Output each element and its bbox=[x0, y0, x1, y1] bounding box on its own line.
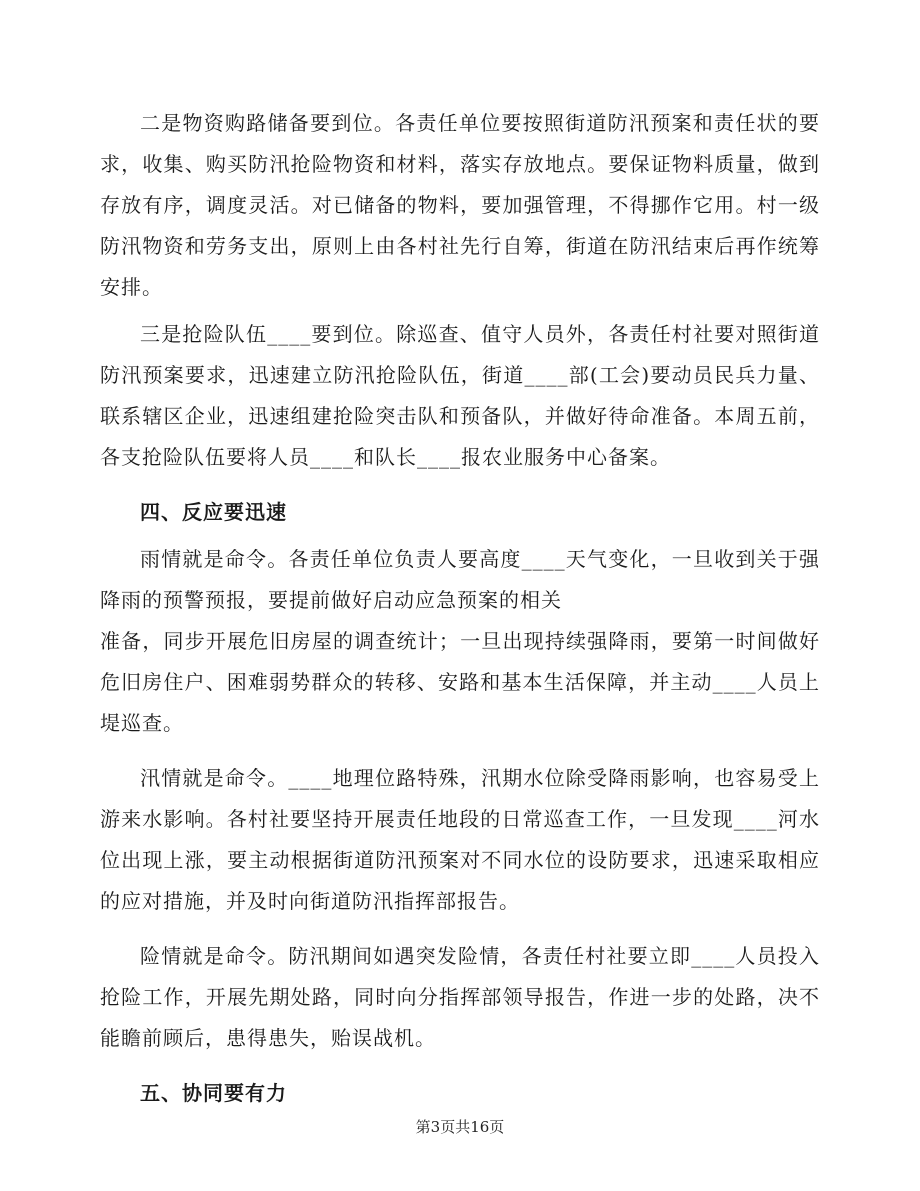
paragraph-flood: 汛情就是命令。____地理位路特殊，汛期水位除受降雨影响，也容易受上游来水影响。各村社要坚持开展责任地段的日常巡查工作，一旦发现____河水位出现上涨，要主动根据街道防汛预案对不同水位的设防要求，迅速采取相应的应对措施，并及时向街道防汛指挥部报告。 bbox=[100, 766, 820, 913]
page-number: 第3页共16页 bbox=[415, 1118, 505, 1136]
section-heading-coordination: 五、协同要有力 bbox=[140, 1081, 287, 1105]
paragraph-danger: 险情就是命令。防汛期间如遇突发险情，各责任村社要立即____人员投入抢险工作，开展先期处路，同时向分指挥部领导报告，作进一步的处路，决不能瞻前顾后，患得患失，贻误战机。 bbox=[100, 944, 820, 1050]
paragraph-materials: 二是物资购路储备要到位。各责任单位要按照街道防汛预案和责任状的要求，收集、购买防汛抢险物资和材料，落实存放地点。要保证物料质量，做到存放有序，调度灵活。对已储备的物料，要加强管理，不得挪作它用。村一级防汛物资和劳务支出，原则上由各村社先行自筹，街道在防汛结束后再作统筹安排。 bbox=[100, 111, 820, 299]
paragraph-rain-b: 准备，同步开展危旧房屋的调查统计；一旦出现持续强降雨，要第一时间做好危旧房住户、困难弱势群众的转移、安路和基本生活保障，并主动____人员上堤巡查。 bbox=[100, 629, 820, 735]
paragraph-rain-a: 雨情就是命令。各责任单位负责人要高度____天气变化，一旦收到关于强降雨的预警预报，要提前做好启动应急预案的相关 bbox=[100, 547, 820, 612]
document-body bbox=[100, 103, 820, 1114]
paragraph-rescue-team: 三是抢险队伍____要到位。除巡查、值守人员外，各责任村社要对照街道防汛预案要求，迅速建立防汛抢险队伍，街道____部(工会)要动员民兵力量、联系辖区企业，迅速组建抢险突击队和预备队，并做好待命准备。本周五前，各支抢险队伍要将人员____和队长____报农业服务中心备案。 bbox=[100, 322, 820, 469]
section-heading-response: 四、反应要迅速 bbox=[140, 500, 287, 524]
